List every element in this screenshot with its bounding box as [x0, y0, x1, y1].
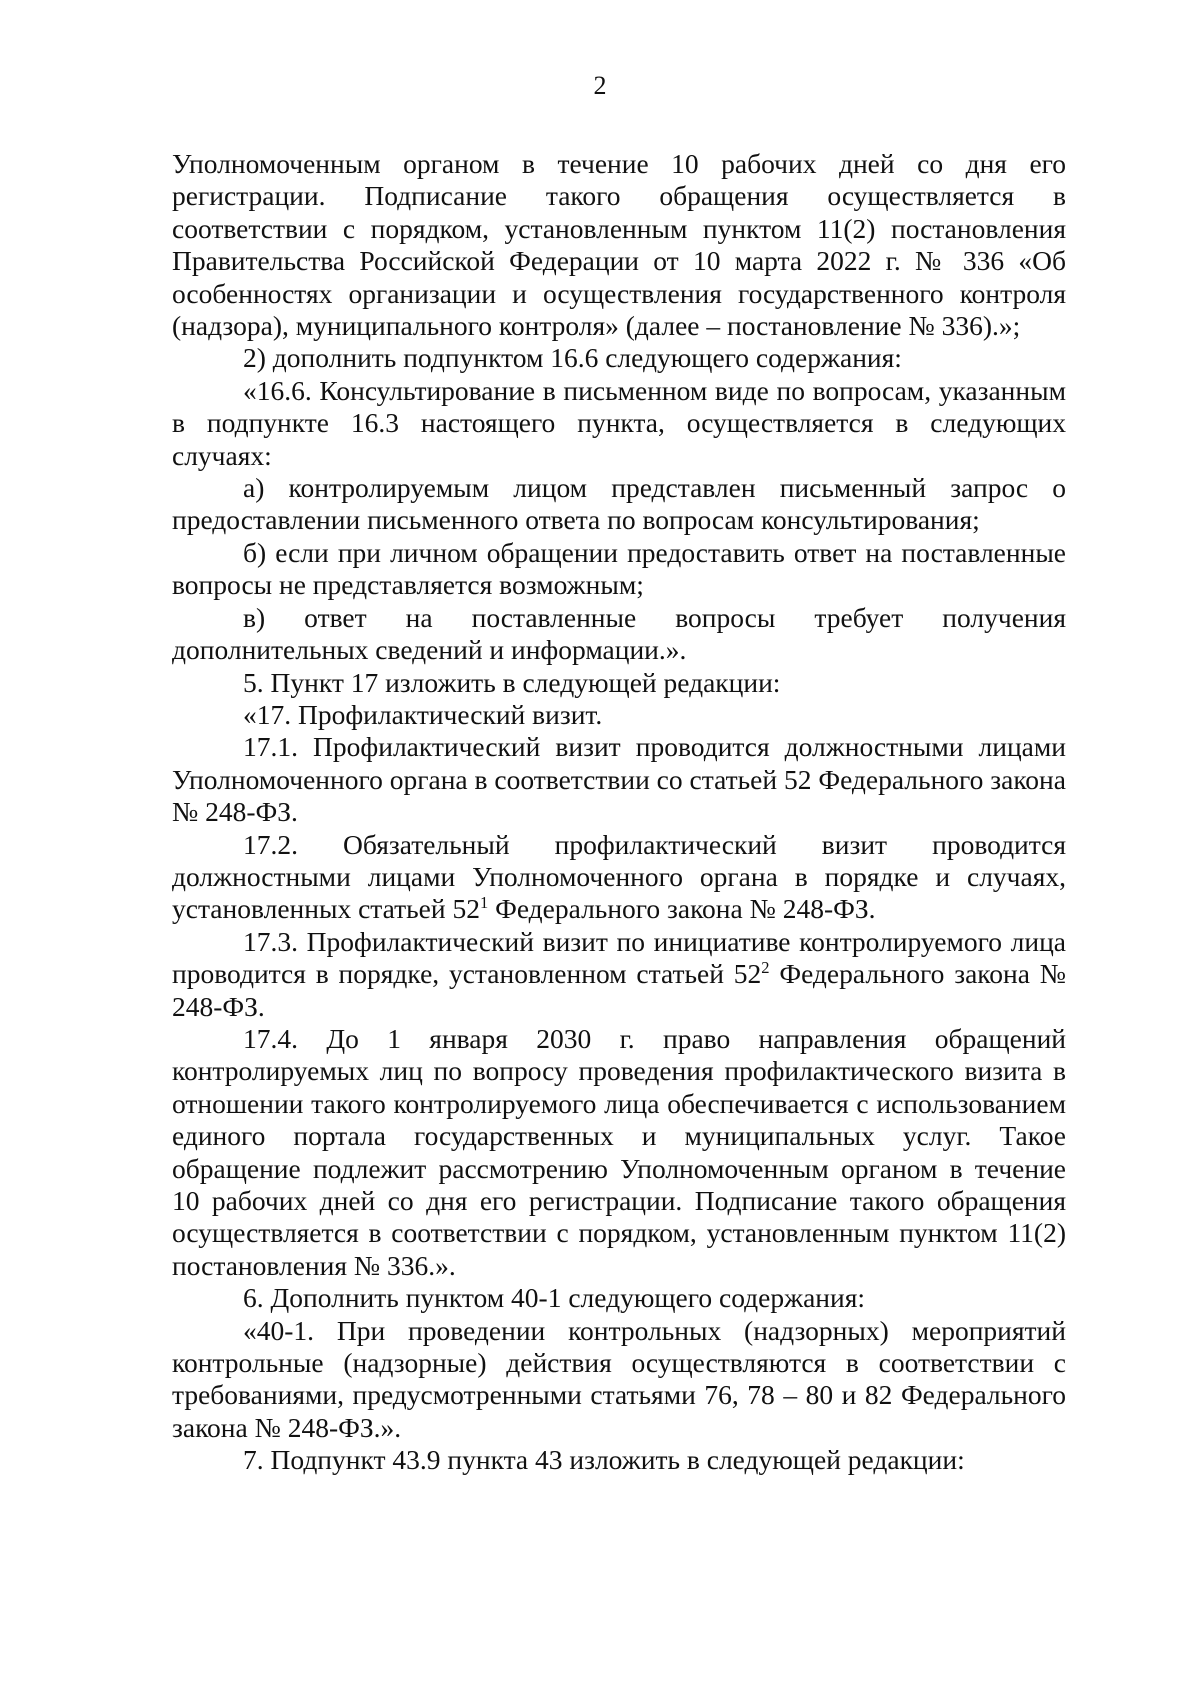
paragraph-item-7: 7. Подпункт 43.9 пункта 43 изложить в следующей редакции:	[243, 1444, 965, 1476]
paragraph-17-3-text-end: Федерального закона № 248-ФЗ.	[172, 958, 1067, 1022]
paragraph-continuation: Уполномоченным органом в течение 10 рабочих дней со дня его регистрации. Подписание такого обращения осуществляется в соответствии с порядком, установленным пунктом 11(2) постановления Правительства Российской Федерации от 10 марта 2022 г. № 336 «Об особенностях организации и осуществления государственного контроля (надзора), муниципального контроля» (далее – постановление № 336).»;	[172, 148, 1066, 342]
document-body	[172, 148, 1066, 1477]
paragraph-17-2-text-end: Федерального закона № 248-ФЗ.	[488, 893, 876, 925]
paragraph-item-2: 2) дополнить подпунктом 16.6 следующего содержания:	[243, 342, 902, 374]
paragraph-16-6: «16.6. Консультирование в письменном виде по вопросам, указанным в подпункте 16.3 настоящего пункта, осуществляется в следующих случаях:	[172, 374, 1066, 471]
paragraph-17-1: 17.1. Профилактический визит проводится должностными лицами Уполномоченного органа в соответствии со статьей 52 Федерального закона № 248-ФЗ.	[172, 731, 1066, 828]
paragraph-case-a: а) контролируемым лицом представлен письменный запрос о предоставлении письменного ответа по вопросам консультирования;	[172, 472, 1066, 536]
paragraph-17-3-superscript: 2	[761, 958, 770, 977]
paragraph-17-2	[172, 829, 1066, 926]
paragraph-17-4: 17.4. До 1 января 2030 г. право направления обращений контролируемых лиц по вопросу проведения профилактического визита в отношении такого контролируемого лица обеспечивается с использованием единого портала государственных и муниципальных услуг. Такое обращение подлежит рассмотрению Уполномоченным органом в течение 10 рабочих дней со дня его регистрации. Подписание такого обращения осуществляется в соответствии с порядком, установленным пунктом 11(2) постановления № 336.».	[172, 1022, 1066, 1281]
paragraph-40-1: «40-1. При проведении контрольных (надзорных) мероприятий контрольные (надзорные) действия осуществляются в соответствии с требованиями, предусмотренными статьями 76, 78 – 80 и 82 Федерального закона № 248-ФЗ.».	[172, 1314, 1066, 1443]
paragraph-case-c: в) ответ на поставленные вопросы требует получения дополнительных сведений и информации.».	[172, 601, 1066, 666]
page-number: 2	[593, 71, 607, 100]
paragraph-17-3	[172, 926, 1066, 1023]
paragraph-17-2-text: 17.2. Обязательный профилактический визит проводится должностными лицами Уполномоченного органа в порядке и случаях, установленных статьей 52	[172, 828, 1066, 925]
paragraph-item-5: 5. Пункт 17 изложить в следующей редакции:	[243, 666, 781, 698]
paragraph-17-3-text: 17.3. Профилактический визит по инициативе контролируемого лица проводится в порядке, установленном статьей 52	[172, 925, 1066, 990]
paragraph-item-6: 6. Дополнить пунктом 40-1 следующего содержания:	[243, 1282, 866, 1314]
paragraph-17-heading: «17. Профилактический визит.	[243, 698, 603, 730]
paragraph-case-b: б) если при личном обращении предоставить ответ на поставленные вопросы не представляется возможным;	[172, 536, 1066, 601]
paragraph-17-2-superscript: 1	[479, 893, 489, 913]
